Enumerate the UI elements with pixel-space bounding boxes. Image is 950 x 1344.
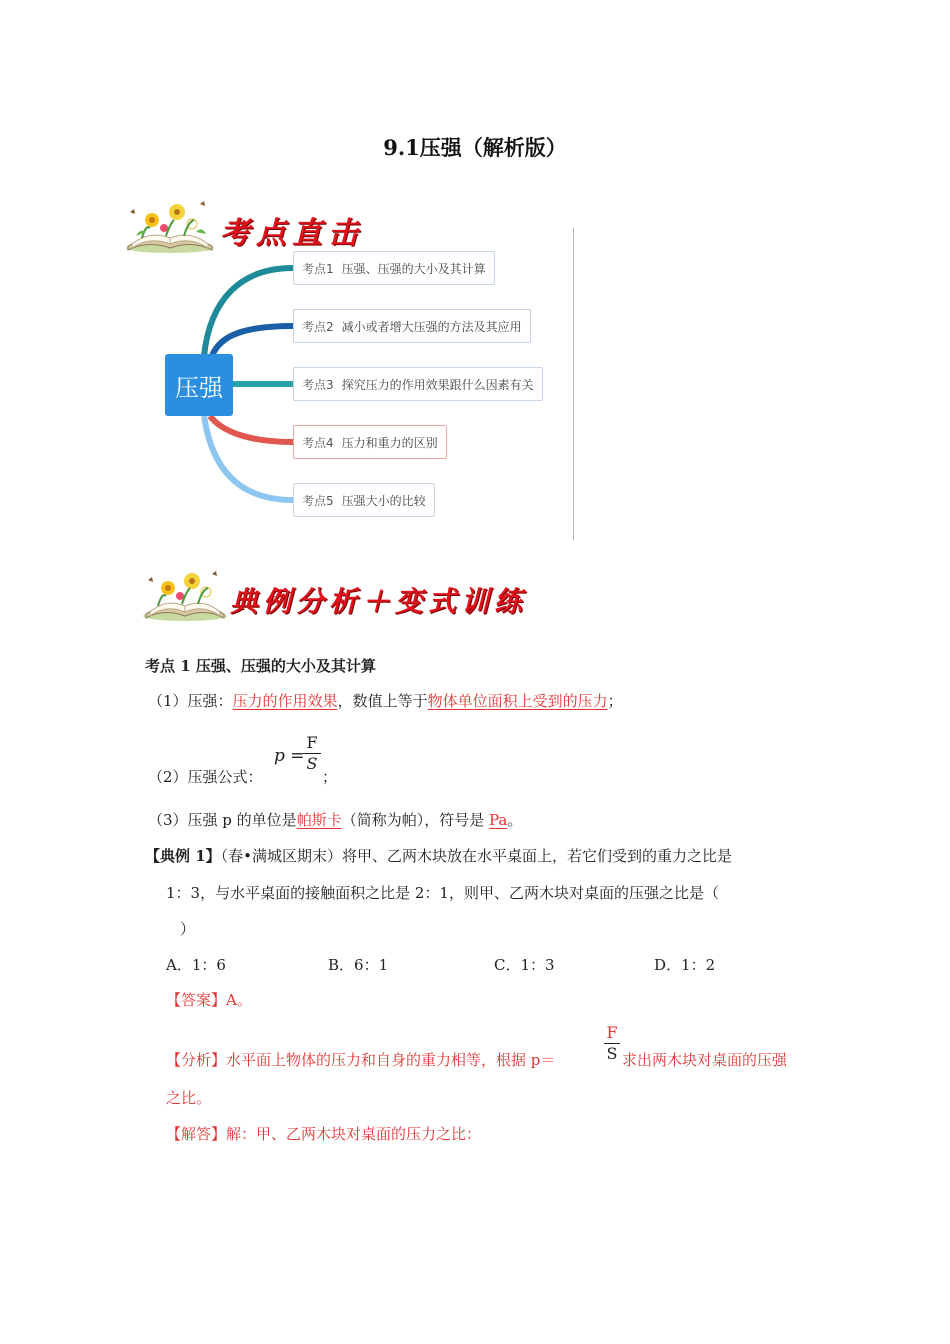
definition-prefix: （1）压强：: [148, 692, 233, 710]
unit-symbol-answer: Pa: [488, 811, 508, 829]
mindmap-node-3: [293, 367, 543, 401]
example-question-text: （春•满城区期末）将甲、乙两木块放在水平桌面上，若它们受到的重力之比是: [220, 847, 733, 865]
mindmap-node-1: [293, 251, 495, 285]
mindmap-node-text: 减小或者增大压强的方法及其应用: [341, 319, 522, 334]
mindmap-node-text: 探究压力的作用效果跟什么因素有关: [341, 377, 534, 392]
mindmap-node-text: 压强大小的比较: [341, 493, 426, 508]
answer-line: [166, 989, 252, 1010]
formula-denominator: S: [306, 754, 318, 773]
mindmap-node-2: [293, 309, 531, 343]
answer-tag: 【答案】: [166, 991, 227, 1009]
definition-end: ；: [607, 692, 623, 710]
mindmap-connector: [212, 326, 293, 356]
formula-end: ；: [322, 768, 338, 786]
analysis-text-2: 求出两木块对桌面的压强: [622, 1051, 788, 1069]
mindmap-node-label: 考点4: [302, 435, 334, 450]
mindmap-node-text: 压强、压强的大小及其计算: [341, 261, 486, 276]
option-b: B．6：1: [328, 956, 389, 974]
mindmap-root: 压强: [165, 354, 233, 416]
formula-lhs: p =: [274, 746, 305, 766]
analysis-line-2: 之比。: [166, 1089, 212, 1107]
section-heading: 考点 1 压强、压强的大小及其计算: [145, 657, 376, 675]
definition-mid: ，数值上等于: [337, 692, 428, 710]
unit-end: 。: [507, 811, 523, 829]
banner-kaodian-zhiji: 考点直击: [220, 216, 364, 251]
option-c: C．1：3: [494, 956, 555, 974]
definition-line: [148, 690, 623, 711]
example-question-line-2: 1：3，与水平桌面的接触面积之比是 2：1，则甲、乙两木块对桌面的压强之比是（: [166, 884, 719, 902]
mindmap-node-label: 考点3: [302, 377, 334, 392]
analysis-denominator: S: [606, 1044, 618, 1063]
analysis-numerator: F: [606, 1023, 618, 1042]
mindmap-node-5: [293, 483, 435, 517]
solution-tag: 【解答】: [166, 1125, 227, 1143]
mindmap-node-label: 考点1: [302, 261, 334, 276]
divider-line: [573, 228, 574, 540]
unit-line: [148, 809, 522, 830]
page-title: 9.1压强（解析版）: [383, 135, 567, 160]
analysis-line-1a: [166, 1049, 555, 1070]
analysis-fraction: [604, 1024, 620, 1063]
mindmap-connector: [204, 416, 293, 500]
formula-prefix: （2）压强公式：: [148, 768, 263, 786]
mindmap-node-4: [293, 425, 447, 459]
answer-value: A。: [226, 991, 252, 1009]
book-flowers-icon: [140, 568, 230, 622]
unit-mid: （简称为帕），符号是: [341, 811, 489, 829]
option-d: D．1：2: [654, 956, 716, 974]
option-a: A．1：6: [166, 956, 226, 974]
mindmap-node-label: 考点5: [302, 493, 334, 508]
mindmap-node-text: 压力和重力的区别: [341, 435, 438, 450]
mindmap-connector: [210, 416, 293, 442]
solution-line: [166, 1123, 481, 1144]
mindmap-node-label: 考点2: [302, 319, 334, 334]
analysis-tag: 【分析】: [166, 1051, 227, 1069]
analysis-text: 水平面上物体的压力和自身的重力相等，根据 p＝: [226, 1051, 556, 1069]
example-tag: 【典例 1】: [145, 847, 221, 865]
example-question-line-3: ）: [180, 920, 196, 938]
unit-prefix: （3）压强 p 的单位是: [148, 811, 297, 829]
formula-numerator: F: [306, 733, 318, 752]
solution-text: 解：甲、乙两木块对桌面的压力之比：: [226, 1125, 482, 1143]
definition-answer: 压力的作用效果: [232, 692, 338, 710]
example-question-line-1: [145, 845, 732, 866]
definition-value-answer: 物体单位面积上受到的压力: [427, 692, 608, 710]
formula-fraction: [303, 734, 321, 773]
banner-dianli-fenxi: 典例分析＋变式训练: [230, 585, 528, 618]
unit-answer: 帕斯卡: [296, 811, 342, 829]
